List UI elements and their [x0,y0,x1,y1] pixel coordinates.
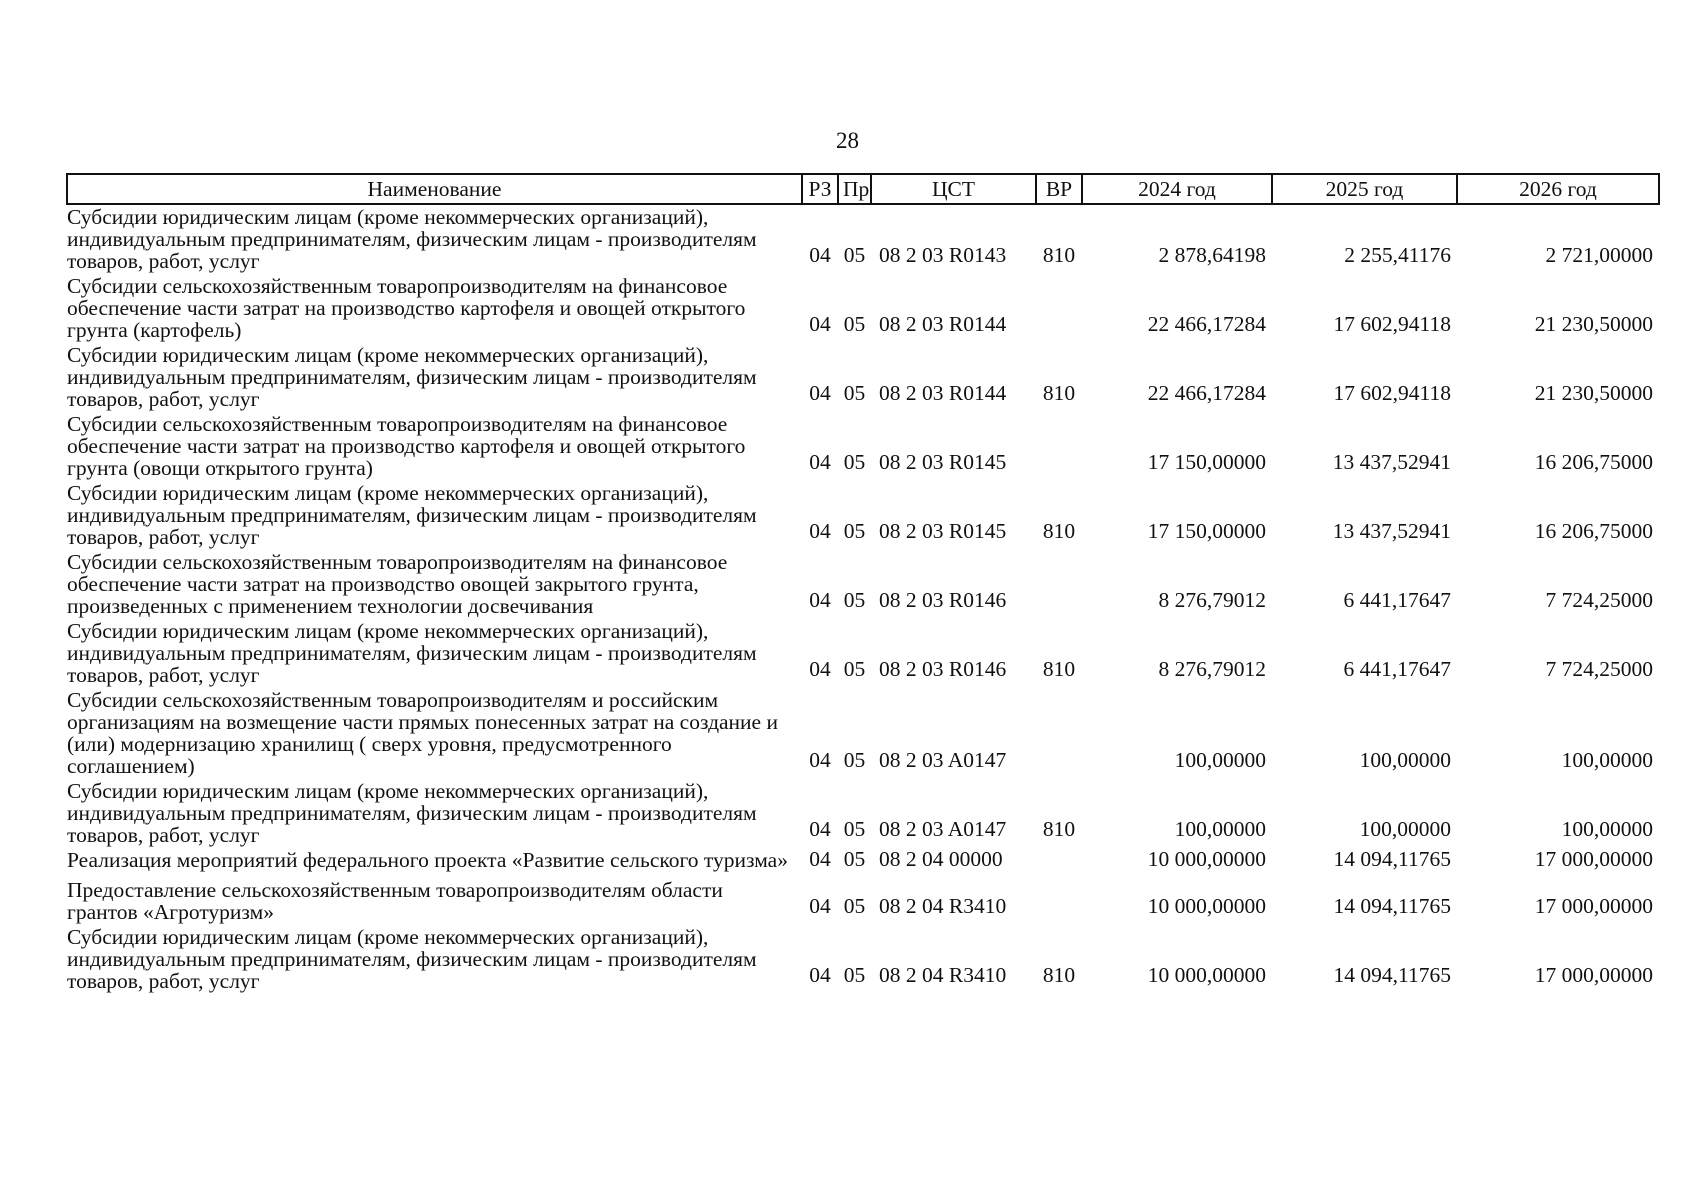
row-2025: 14 094,11765 [1333,847,1451,871]
header-2024: 2024 год [1082,174,1272,204]
header-cst: ЦСТ [871,174,1036,204]
table-body [67,204,1659,994]
row-cst: 08 2 04 00000 [879,847,1003,871]
row-name: Субсидии юридическим лицам (кроме некоммерческих организаций), индивидуальным предпринимателям, физическим лицам - производителям товаров, работ, услуг [67,343,757,411]
row-name: Реализация мероприятий федерального проекта «Развитие сельского туризма» [67,848,788,872]
row-2025: 17 602,94118 [1333,381,1451,405]
row-2026: 100,00000 [1561,817,1653,841]
row-cst: 08 2 04 R3410 [879,894,1007,918]
row-rz: 04 [809,243,831,267]
row-name: Субсидии юридическим лицам (кроме некоммерческих организаций), индивидуальным предпринимателям, физическим лицам - производителям товаров, работ, услуг [67,779,757,847]
row-2025: 6 441,17647 [1343,657,1451,681]
table-header [67,174,1659,204]
table-row [67,343,1659,412]
row-vr: 810 [1042,817,1076,841]
row-rz: 04 [809,381,831,405]
table-row [67,779,1659,848]
row-2024: 10 000,00000 [1147,847,1266,871]
row-name: Субсидии юридическим лицам (кроме некоммерческих организаций), индивидуальным предпринимателям, физическим лицам - производителям товаров, работ, услуг [67,619,757,687]
row-pr: 05 [843,963,866,987]
table-row [67,481,1659,550]
table-row [67,412,1659,481]
row-2025: 13 437,52941 [1332,450,1451,474]
table-row [67,619,1659,688]
row-vr [1036,688,1082,779]
row-name: Субсидии юридическим лицам (кроме некоммерческих организаций), индивидуальным предпринимателям, физическим лицам - производителям товаров, работ, услуг [67,925,757,993]
row-2024: 2 878,64198 [1158,243,1266,267]
row-2024: 17 150,00000 [1147,450,1266,474]
row-2024: 22 466,17284 [1147,381,1266,405]
row-2025: 14 094,11765 [1333,963,1451,987]
row-vr: 810 [1042,657,1076,681]
row-vr [1036,878,1082,925]
table-row [67,688,1659,779]
row-2024: 17 150,00000 [1147,519,1266,543]
header-vr: ВР [1036,174,1082,204]
row-2026: 17 000,00000 [1534,847,1653,871]
row-2026: 2 721,00000 [1545,243,1653,267]
table-row [67,204,1659,274]
row-2026: 7 724,25000 [1545,588,1653,612]
row-vr [1036,274,1082,343]
row-cst: 08 2 03 R0145 [879,519,1007,543]
row-2025: 2 255,41176 [1344,243,1451,267]
row-name: Субсидии сельскохозяйственным товаропроизводителям на финансовое обеспечение части затрат на производство картофеля и овощей открытого грунта (картофель) [67,274,746,342]
row-2025: 14 094,11765 [1333,894,1451,918]
row-vr [1036,848,1082,878]
row-cst: 08 2 03 R0143 [879,243,1007,267]
row-cst: 08 2 03 R0144 [879,312,1007,336]
row-rz: 04 [809,450,831,474]
row-cst: 08 2 03 R0146 [879,588,1007,612]
row-2024: 100,00000 [1174,748,1266,772]
row-vr [1036,550,1082,619]
row-cst: 08 2 03 A0147 [879,748,1007,772]
header-name: Наименование [67,174,802,204]
row-2026: 17 000,00000 [1534,963,1653,987]
row-pr: 05 [843,657,866,681]
row-rz: 04 [809,963,831,987]
table-row [67,550,1659,619]
row-pr: 05 [843,748,866,772]
row-vr: 810 [1042,381,1076,405]
row-2025: 100,00000 [1359,748,1451,772]
row-rz: 04 [809,817,831,841]
header-2026: 2026 год [1457,174,1659,204]
row-2025: 6 441,17647 [1343,588,1451,612]
row-2026: 7 724,25000 [1545,657,1653,681]
row-rz: 04 [809,894,831,918]
row-2026: 17 000,00000 [1534,894,1653,918]
row-cst: 08 2 04 R3410 [879,963,1007,987]
row-2024: 22 466,17284 [1147,312,1266,336]
row-cst: 08 2 03 A0147 [879,817,1007,841]
header-rz: РЗ [802,174,838,204]
page-number: 28 [836,128,859,153]
row-pr: 05 [843,450,866,474]
header-pr: Пр [838,174,871,204]
row-2026: 16 206,75000 [1534,450,1653,474]
row-pr: 05 [843,588,866,612]
row-pr: 05 [843,519,866,543]
budget-table [66,173,1660,994]
row-2025: 17 602,94118 [1333,312,1451,336]
row-rz: 04 [809,588,831,612]
row-rz: 04 [809,657,831,681]
row-name: Предоставление сельскохозяйственным товаропроизводителям области грантов «Агротуризм» [67,878,723,924]
row-2024: 100,00000 [1174,817,1266,841]
row-name: Субсидии сельскохозяйственным товаропроизводителям и российским организациям на возмещение части прямых понесенных затрат на создание и (или) модернизацию хранилищ ( сверх уровня, предусмотренного соглашением) [67,688,778,778]
row-2024: 10 000,00000 [1147,894,1266,918]
row-pr: 05 [843,243,866,267]
row-2025: 13 437,52941 [1332,519,1451,543]
table-row [67,848,1659,878]
row-cst: 08 2 03 R0146 [879,657,1007,681]
row-vr [1036,412,1082,481]
row-pr: 05 [843,817,866,841]
table-row [67,274,1659,343]
row-vr: 810 [1042,519,1076,543]
row-2024: 10 000,00000 [1147,963,1266,987]
row-2024: 8 276,79012 [1158,588,1266,612]
row-2025: 100,00000 [1359,817,1451,841]
row-vr: 810 [1042,963,1076,987]
row-2026: 100,00000 [1561,748,1653,772]
row-pr: 05 [843,381,866,405]
header-2025: 2025 год [1272,174,1457,204]
row-rz: 04 [809,847,831,871]
row-name: Субсидии юридическим лицам (кроме некоммерческих организаций), индивидуальным предпринимателям, физическим лицам - производителям товаров, работ, услуг [67,205,757,273]
row-cst: 08 2 03 R0145 [879,450,1007,474]
row-2026: 16 206,75000 [1534,519,1653,543]
table-row [67,925,1659,994]
row-2024: 8 276,79012 [1158,657,1266,681]
row-pr: 05 [843,894,866,918]
row-name: Субсидии сельскохозяйственным товаропроизводителям на финансовое обеспечение части затрат на производство овощей закрытого грунта, произведенных с применением технологии досвечивания [67,550,728,618]
row-name: Субсидии сельскохозяйственным товаропроизводителям на финансовое обеспечение части затрат на производство картофеля и овощей открытого грунта (овощи открытого грунта) [67,412,746,480]
row-rz: 04 [809,312,831,336]
row-rz: 04 [809,519,831,543]
row-vr: 810 [1042,243,1076,267]
row-name: Субсидии юридическим лицам (кроме некоммерческих организаций), индивидуальным предпринимателям, физическим лицам - производителям товаров, работ, услуг [67,481,757,549]
row-2026: 21 230,50000 [1534,381,1653,405]
row-pr: 05 [843,847,866,871]
table-row [67,878,1659,925]
row-2026: 21 230,50000 [1534,312,1653,336]
row-pr: 05 [843,312,866,336]
row-cst: 08 2 03 R0144 [879,381,1007,405]
row-rz: 04 [809,748,831,772]
